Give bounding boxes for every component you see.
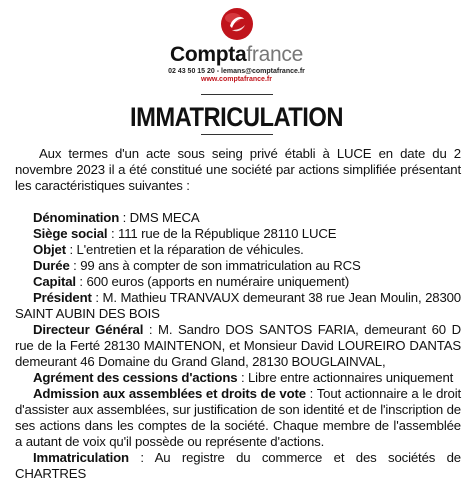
field-separator: : xyxy=(237,370,248,385)
field-label: Objet xyxy=(33,242,66,257)
brand-name-part1: Compta xyxy=(170,43,247,66)
field-separator: : xyxy=(69,258,81,273)
field-label: Président xyxy=(33,290,92,305)
comptafrance-emblem-icon xyxy=(219,6,255,42)
field-label: Dénomination xyxy=(33,210,120,225)
brand-name-part2: france xyxy=(246,43,303,66)
field-value: Libre entre actionnaires uniquement xyxy=(247,370,454,385)
field-value: M. Mathieu TRANVAUX demeurant 38 rue Jean Moulin, 28300 SAINT AUBIN DES BOIS xyxy=(15,290,461,321)
field-capital xyxy=(15,274,461,290)
field-directeur-general xyxy=(15,322,461,370)
field-value: 600 euros (apports en numéraire uniquement) xyxy=(86,274,350,289)
field-label: Durée xyxy=(33,258,70,273)
field-label: Admission aux assemblées et droits de vote xyxy=(33,386,306,401)
field-duree xyxy=(15,258,461,274)
field-value: M. Sandro DOS SANTOS FARIA, demeurant 60 D rue de la Ferté 28130 MAINTENON, et Monsieur David LOUREIRO DANTAS demeurant 46 Domaine du Grand Gland, 28130 BOUGLAINVAL, xyxy=(15,322,461,369)
notice-title: IMMATRICULATION xyxy=(130,102,343,132)
field-siege-social xyxy=(15,226,461,242)
field-value: DMS MECA xyxy=(129,210,200,225)
notice-body xyxy=(15,146,461,482)
field-label: Directeur Général xyxy=(33,322,144,337)
field-value: L'entretien et la réparation de véhicules. xyxy=(76,242,304,257)
field-separator: : xyxy=(91,290,103,305)
divider-bottom xyxy=(201,134,273,135)
field-denomination xyxy=(15,210,461,226)
field-president xyxy=(15,290,461,322)
field-label: Siège social xyxy=(33,226,108,241)
field-admission-aux-assemblees-et-droits-de-vote xyxy=(15,386,461,450)
field-objet xyxy=(15,242,461,258)
website-link[interactable]: www.comptafrance.fr xyxy=(201,76,272,83)
field-separator: : xyxy=(65,242,77,257)
field-value: Tout actionnaire a le droit d'assister aux assemblées, sur justification de son identité et de l'inscription de ses actions dans les comptes de la société. Chaque membre de l'assemblée a autant de voix qu'il possède ou représente d'actions. xyxy=(15,386,461,449)
field-value: Au registre du commerce et des sociétés de CHARTRES xyxy=(15,450,461,481)
field-separator: : xyxy=(305,386,317,401)
field-agrement-des-cessions-d-actions xyxy=(15,370,461,386)
field-separator: : xyxy=(119,210,130,225)
notice-intro: Aux termes d'un acte sous seing privé établi à LUCE en date du 2 novembre 2023 il a été constitué une société par actions simplifiée présentant les caractéristiques suivantes : xyxy=(15,146,461,193)
field-separator: : xyxy=(128,450,155,465)
notice-fields xyxy=(15,210,461,482)
field-label: Agrément des cessions d'actions xyxy=(33,370,238,385)
field-separator: : xyxy=(107,226,118,241)
field-label: Immatriculation xyxy=(33,450,129,465)
company-logo xyxy=(0,6,473,83)
brand-name xyxy=(0,43,473,67)
field-value: 111 rue de la République 28110 LUCE xyxy=(117,226,337,241)
field-value: 99 ans à compter de son immatriculation au RCS xyxy=(80,258,361,273)
field-separator: : xyxy=(75,274,87,289)
contact-line: 02 43 50 15 20 - lemans@comptafrance.fr xyxy=(168,68,305,75)
field-separator: : xyxy=(143,322,159,337)
divider-top xyxy=(201,94,273,95)
field-label: Capital xyxy=(33,274,76,289)
